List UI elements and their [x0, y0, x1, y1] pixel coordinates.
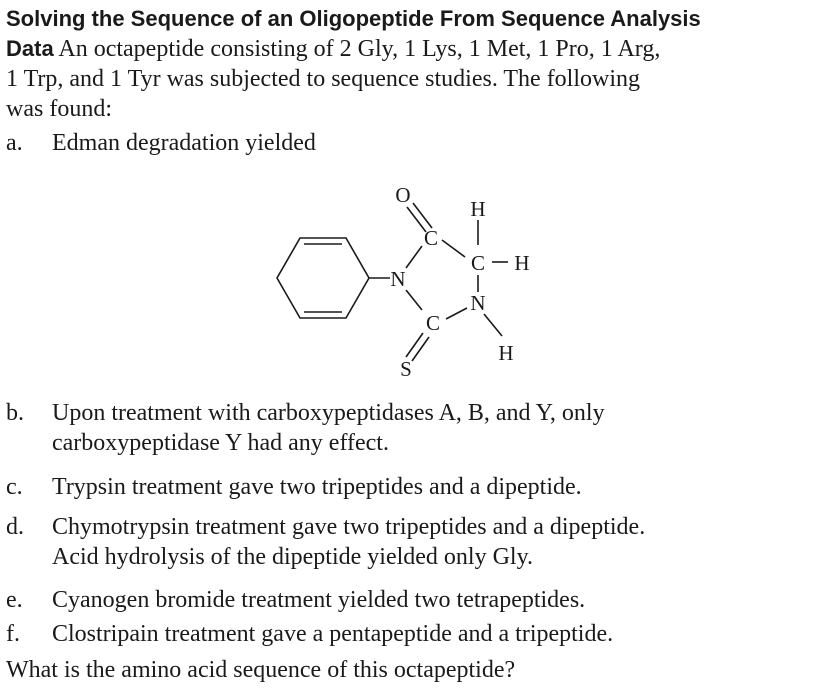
item-letter: c. [6, 474, 23, 500]
item-letter: b. [6, 400, 24, 426]
atom-h-top: H [470, 197, 486, 221]
item-text: Trypsin treatment gave two tripeptides and a dipeptide. [52, 474, 582, 500]
item-letter: d. [6, 514, 24, 540]
item-text: Acid hydrolysis of the dipeptide yielded only Gly. [52, 544, 534, 570]
intro-lead: Data [6, 36, 54, 61]
atom-s: S [400, 357, 412, 381]
intro-line-3: was found: [6, 96, 112, 122]
item-text: Clostripain treatment gave a pentapeptide and a tripeptide. [52, 621, 614, 647]
atom-n-ring: N [390, 267, 406, 291]
pth-glycine-structure [266, 182, 566, 382]
atom-h-bottom: H [498, 341, 514, 365]
item-text: Chymotrypsin treatment gave two tripeptides and a dipeptide. [52, 514, 646, 540]
atom-n-amide: N [470, 291, 486, 315]
atom-o: O [395, 183, 411, 207]
item-letter: e. [6, 587, 23, 613]
intro-line-1 [6, 34, 832, 64]
intro-line-2: 1 Trp, and 1 Tyr was subjected to sequence studies. The following [6, 66, 641, 92]
question-text: What is the amino acid sequence of this octapeptide? [6, 657, 516, 683]
atom-h-right: H [514, 251, 530, 275]
atom-c-carbonyl: C [423, 226, 439, 250]
item-letter: a. [6, 130, 23, 156]
problem-title: Solving the Sequence of an Oligopeptide From Sequence Analysis [6, 6, 701, 31]
atom-c-alpha: C [470, 251, 486, 275]
item-letter: f. [6, 621, 20, 647]
intro-text-1: An octapeptide consisting of 2 Gly, 1 Lys, 1 Met, 1 Pro, 1 Arg, [58, 36, 661, 62]
item-text: Cyanogen bromide treatment yielded two tetrapeptides. [52, 587, 586, 613]
atom-c-thio: C [425, 311, 441, 335]
item-text: carboxypeptidase Y had any effect. [52, 430, 389, 456]
item-text: Edman degradation yielded [52, 130, 316, 156]
item-text: Upon treatment with carboxypeptidases A, B, and Y, only [52, 400, 605, 426]
benzene-ring [277, 238, 369, 318]
